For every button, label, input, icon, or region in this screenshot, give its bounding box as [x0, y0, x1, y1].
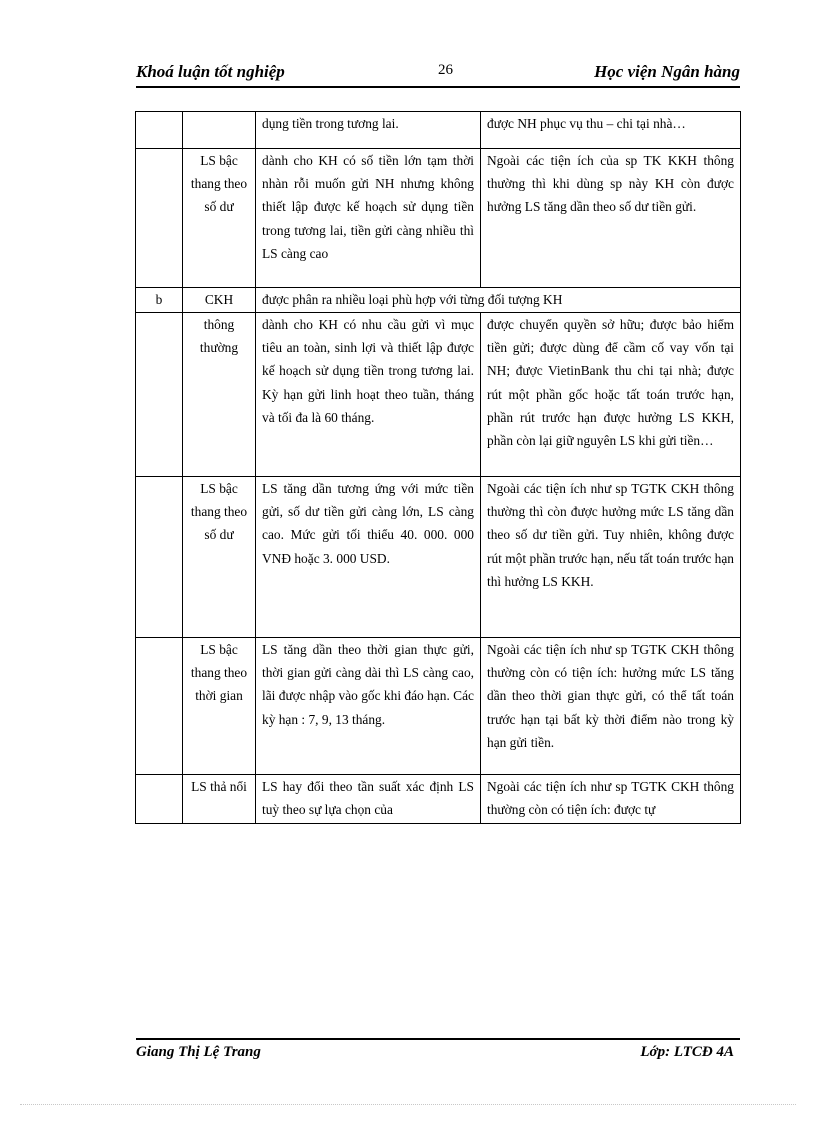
description-cell: dành cho KH có nhu cầu gửi vì mục tiêu an toàn, sinh lợi và thiết lập được kế hoạch sử dụng tiền trong tương lai. Kỳ hạn gửi linh hoạt theo tuần, tháng và tối đa là 60 tháng.: [256, 313, 481, 477]
product-type-cell: LS bậc thang theo số dư: [183, 149, 256, 288]
footer-class: Lớp: LTCĐ 4A: [640, 1044, 734, 1060]
table-row: [136, 112, 741, 149]
header-thesis-title: Khoá luận tốt nghiệp: [136, 62, 285, 81]
benefits-cell: Ngoài các tiện ích như sp TGTK CKH thông thường thì còn được hưởng mức LS tăng dần theo số dư tiền gửi. Tuy nhiên, không được rút một phần trước hạn, nếu tất toán trước hạn thì hưởng LS KKH.: [481, 477, 741, 638]
merged-description-cell: được phân ra nhiều loại phù hợp với từng đối tượng KH: [256, 288, 741, 313]
description-cell: LS hay đổi theo tần suất xác định LS tuỳ theo sự lựa chọn của: [256, 775, 481, 824]
product-type-cell: LS thả nổi: [183, 775, 256, 824]
page-number: 26: [438, 62, 453, 78]
table-row: [136, 149, 741, 288]
benefits-cell: Ngoài các tiện ích như sp TGTK CKH thông thường còn có tiện ích: hưởng mức LS tăng dần theo thời gian thực gửi, có thể tất toán trước hạn tại bất kỳ thời điểm nào trong kỳ hạn gửi tiền.: [481, 638, 741, 775]
benefits-cell: được chuyển quyền sở hữu; được bảo hiểm tiền gửi; được dùng để cầm cố vay vốn tại NH; được VietinBank thu chi tại nhà; được rút một phần gốc hoặc tất toán trước hạn, phần rút trước hạn được hưởng LS KKH, phần còn lại giữ nguyên LS khi gửi tiền…: [481, 313, 741, 477]
table-row: [136, 288, 741, 313]
row-marker-cell: [136, 638, 183, 775]
product-type-cell: LS bậc thang theo số dư: [183, 477, 256, 638]
header-institution: Học viện Ngân hàng: [594, 62, 740, 81]
row-marker-cell: [136, 477, 183, 638]
description-cell: LS tăng dần tương ứng với mức tiền gửi, số dư tiền gửi càng lớn, LS càng cao. Mức gửi tối thiểu 40. 000. 000 VNĐ hoặc 3. 000 USD.: [256, 477, 481, 638]
page-header: [136, 58, 740, 88]
description-cell: LS tăng dần theo thời gian thực gửi, thời gian gửi càng dài thì LS càng cao, lãi được nhập vào gốc khi đáo hạn. Các kỳ hạn : 7, 9, 13 tháng.: [256, 638, 481, 775]
table-row: [136, 313, 741, 477]
product-type-cell: [183, 112, 256, 149]
table-row: [136, 775, 741, 824]
products-table: [135, 111, 741, 824]
table-row: [136, 638, 741, 775]
page-footer: [136, 1038, 740, 1060]
row-marker-cell: b: [136, 288, 183, 313]
description-cell: dụng tiền trong tương lai.: [256, 112, 481, 149]
product-type-cell: thông thường: [183, 313, 256, 477]
row-marker-cell: [136, 775, 183, 824]
page-edge-divider: [20, 1104, 796, 1105]
product-type-cell: CKH: [183, 288, 256, 313]
row-marker-cell: [136, 149, 183, 288]
product-type-cell: LS bậc thang theo thời gian: [183, 638, 256, 775]
footer-author: Giang Thị Lệ Trang: [136, 1044, 261, 1060]
description-cell: dành cho KH có số tiền lớn tạm thời nhàn rỗi muốn gửi NH nhưng không thiết lập được kế hoạch sử dụng tiền trong tương lai, tiền gửi càng nhiều thì LS càng cao: [256, 149, 481, 288]
table-row: [136, 477, 741, 638]
benefits-cell: được NH phục vụ thu – chi tại nhà…: [481, 112, 741, 149]
row-marker-cell: [136, 112, 183, 149]
benefits-cell: Ngoài các tiện ích của sp TK KKH thông thường thì khi dùng sp này KH còn được hưởng LS tăng dần theo số dư tiền gửi.: [481, 149, 741, 288]
benefits-cell: Ngoài các tiện ích như sp TGTK CKH thông thường còn có tiện ích: được tự: [481, 775, 741, 824]
row-marker-cell: [136, 313, 183, 477]
